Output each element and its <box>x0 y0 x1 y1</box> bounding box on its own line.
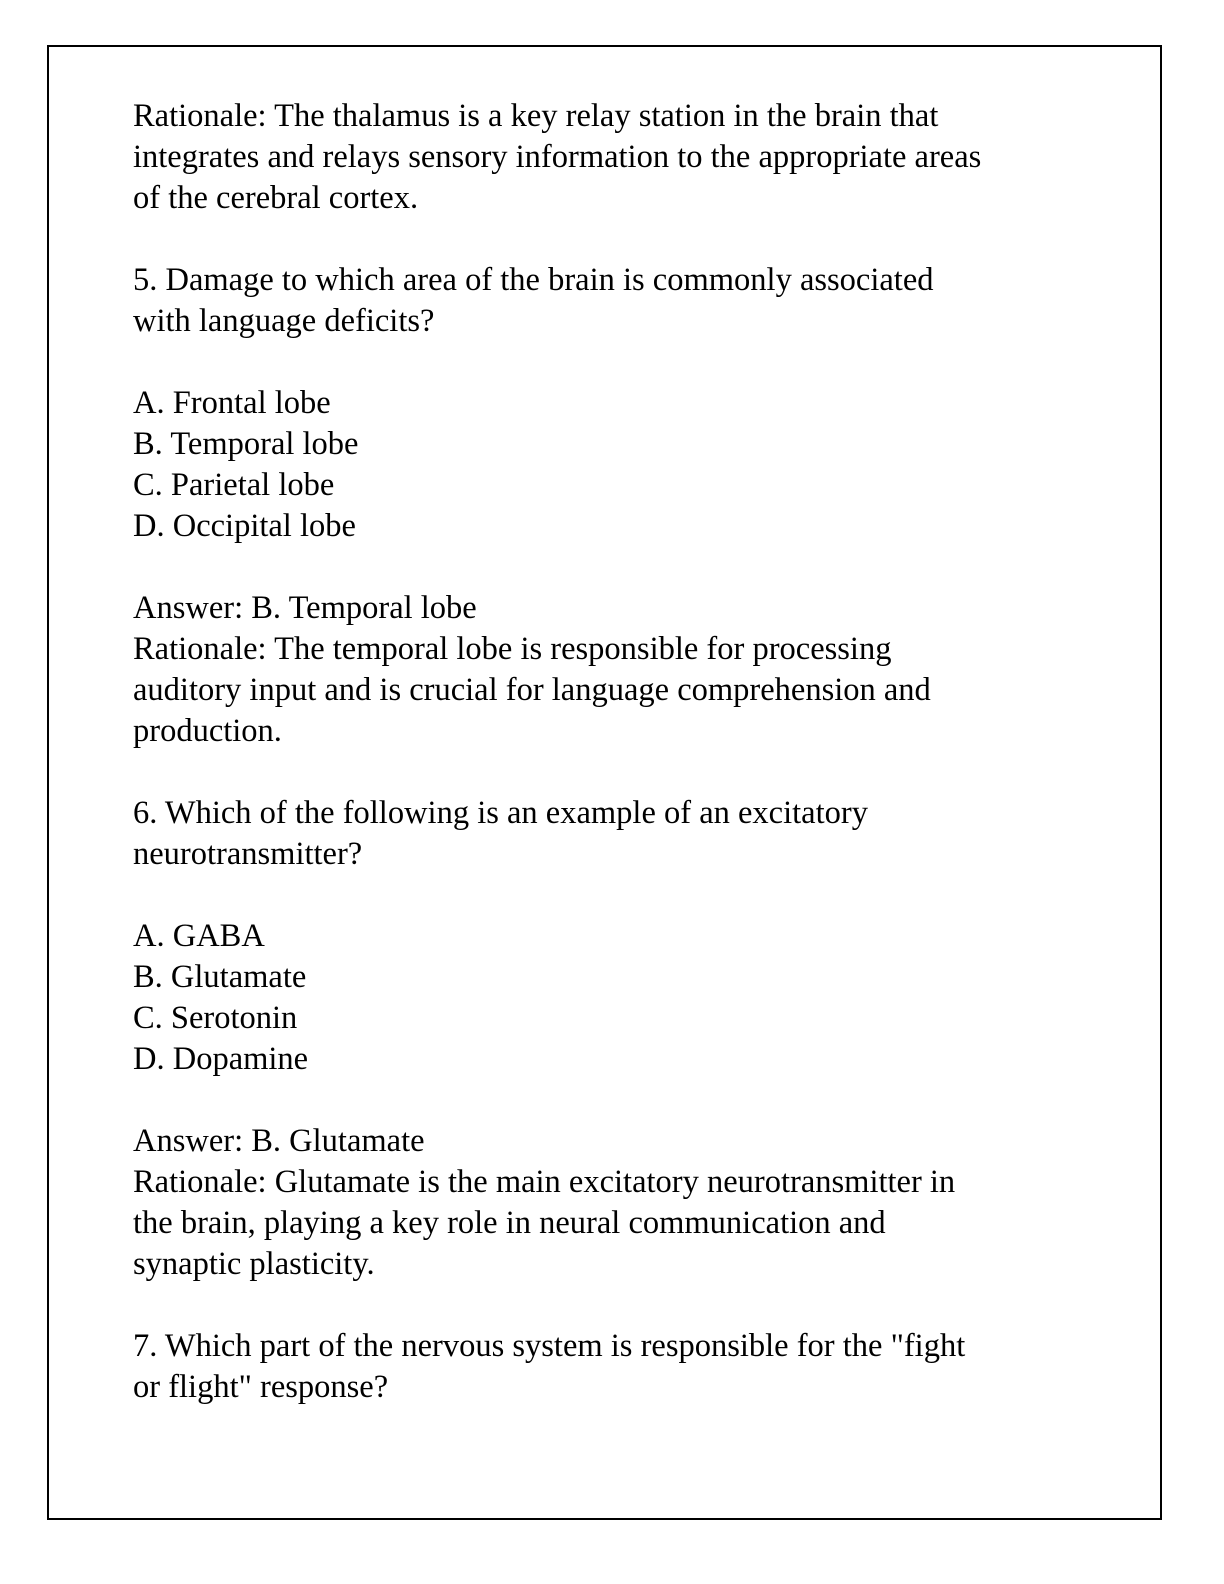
text-line: with language deficits? <box>133 303 435 339</box>
text-line: Rationale: The temporal lobe is responsible for processing <box>133 631 892 667</box>
text-line: Rationale: The thalamus is a key relay station in the brain that <box>133 98 939 134</box>
option-b: B. Glutamate <box>133 959 307 995</box>
answer-options <box>133 383 1093 547</box>
text-line: integrates and relays sensory information to the appropriate areas <box>133 139 982 175</box>
option-a: A. GABA <box>133 918 265 954</box>
rationale-block-4 <box>133 96 1093 219</box>
text-line: or flight" response? <box>133 1369 389 1405</box>
text-line: 7. Which part of the nervous system is responsible for the "fight <box>133 1328 966 1364</box>
answer-line: Answer: B. Temporal lobe <box>133 590 477 626</box>
text-line: production. <box>133 713 282 749</box>
question-prompt <box>133 260 1093 342</box>
question-7 <box>133 1326 1093 1408</box>
document-body <box>133 96 1093 1408</box>
rationale <box>133 629 1093 752</box>
option-a: A. Frontal lobe <box>133 385 331 421</box>
spacer <box>133 752 1093 793</box>
spacer <box>133 547 1093 588</box>
text-line: Rationale: Glutamate is the main excitatory neurotransmitter in <box>133 1164 956 1200</box>
option-b: B. Temporal lobe <box>133 426 359 462</box>
text-line: of the cerebral cortex. <box>133 180 419 216</box>
text-line: synaptic plasticity. <box>133 1246 375 1282</box>
question-5 <box>133 260 1093 752</box>
option-d: D. Dopamine <box>133 1041 309 1077</box>
text-line: 6. Which of the following is an example of an excitatory <box>133 795 868 831</box>
spacer <box>133 342 1093 383</box>
text-line: 5. Damage to which area of the brain is commonly associated <box>133 262 934 298</box>
option-c: C. Parietal lobe <box>133 467 335 503</box>
text-line: auditory input and is crucial for language comprehension and <box>133 672 931 708</box>
text-line: neurotransmitter? <box>133 836 363 872</box>
answer-line: Answer: B. Glutamate <box>133 1123 425 1159</box>
spacer <box>133 219 1093 260</box>
question-prompt <box>133 1326 1093 1408</box>
spacer <box>133 1285 1093 1326</box>
spacer <box>133 875 1093 916</box>
option-d: D. Occipital lobe <box>133 508 356 544</box>
answer-options <box>133 916 1093 1080</box>
rationale <box>133 1162 1093 1285</box>
question-prompt <box>133 793 1093 875</box>
question-6 <box>133 793 1093 1285</box>
option-c: C. Serotonin <box>133 1000 298 1036</box>
text-line: the brain, playing a key role in neural communication and <box>133 1205 886 1241</box>
spacer <box>133 1080 1093 1121</box>
